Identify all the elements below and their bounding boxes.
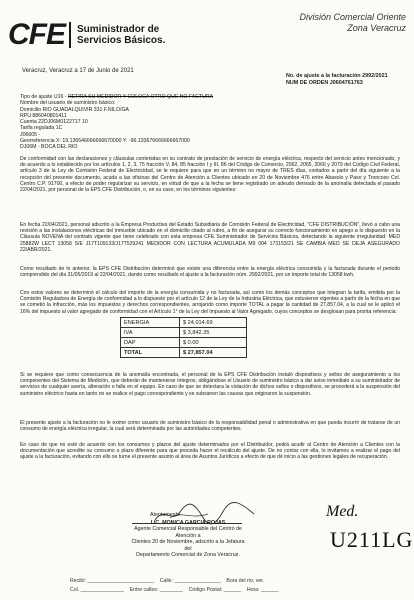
table-cell-value: $ 0.00: [180, 338, 247, 348]
sign-off: Atentamente: [150, 512, 181, 518]
handwritten-code: U211LG: [330, 527, 414, 552]
signatory-role-line1: Agente Comercial Responsable del Centro de Atención a: [134, 526, 242, 539]
meter-code: J06605 -: [20, 131, 41, 138]
table-row: [121, 318, 247, 328]
account-number: Cuenta 22DJ06M0122717 10: [20, 119, 88, 126]
tariff: Tarifa regulada 1C: [20, 125, 63, 132]
adjustment-number-block: [286, 73, 388, 87]
table-cell-label: ENERGIA: [121, 318, 180, 328]
paragraph-calculation: Con estos valores se determinó el cálculo del importe de la energía consumida y no facturada, así como los demás conceptos que integran la tarifa, emitida por la Comisión Reguladora de Energía de conformidad a lo dispuesto por el artículo 12 de la Ley de la Industria Eléctrica, que estuvieron vigentes a partir de la fecha en que se cometió la infracción, más los impuestos y derechos correspondientes, arrojando como importe TOTAL a pagar la cantidad de 27,857.04, a la cual se le aplicó el 16% del impuesto al valor agregado de conformidad con el Artículo 1° de la Ley del Impuesto al Valor Agregado, cuyos conceptos se desglosan para pronta referencia:: [20, 290, 400, 315]
georeference: Georreferencia X: 19.136546666666670000 Y: -96.133676666666667000: [20, 138, 190, 145]
signatory-block: [128, 520, 248, 558]
receipt-row-2: [70, 586, 400, 595]
logo-divider: [69, 22, 71, 48]
paragraph-requirement: De conformidad con las declaraciones y cláusulas contenidas en su contrato de prestación de servicio de energía eléctrica, respecto del servicio antes mencionado, y de acuerdo a lo establecido por los artículos 1, 2, 3, 75 fracción V, 84, 85 fracción I y III, 86 del Código de Comercio, 2062, 2065, 2066 y 2079 del Código Civil Federal, artículo 3 de la Ley de Comisión Federal de Electricidad, se le requiere para que en un término no mayor de TRES días, contados a partir del día siguiente a la recepción del presente documento, acuda a las oficinas del Centro de Atención a Clientes ubicado en 20 de Noviembre 476 entre Abasolo y Paso y Troncoso Col. Centro C.P. 91700, a efecto de poder regularizar su servicio, en virtud de que a la fecha se tiene registrado un adeudo derivado de la anomalía detectada el pasado 22/04/2021, por personal de la EPS CFE Distribución, o, en su caso, en los términos siguientes:: [20, 156, 400, 194]
table-cell-label: DAP: [121, 338, 180, 348]
signatory-name: LIC. MONICA GARCIA ROJAS: [150, 520, 226, 526]
field-cp: Código Postal: ______: [188, 587, 242, 593]
paragraph-inspection: En fecha 22/04/2021, personal adscrito a la Empresa Productiva del Estado Subsidiaria de Comisión Federal de Electricidad, "CFE DISTRIBUCIÓN", llevó a cabo una revisión a las instalaciones eléctricas del inmueble ubicado en el domicilio citado al rubro, a fin de asegurar su correcto funcionamiento en apego a lo dispuesto en la Cláusula NOVENA del contrato vigente que tiene celebrado con esta empresa CFE Suministrador de Servicios Básicos, detectando la siguiente irregularidad: MED 25882W LECT 13058 S/E J17T109133/J17T529241 MEDIDOR CON LECTURA ACUMULADA M9 004 173153/21 SE CAMBIA MED SE DEJA ASEGURADO 22/ABR/2021.: [20, 222, 400, 253]
table-cell-value: $ 27,857.04: [180, 348, 247, 358]
table-row: [121, 338, 247, 348]
customer-name: Nombre del usuario de suministro básico:: [20, 100, 116, 107]
adjustment-type-struck: RETIRA SU MEDIDOR Y COLOCA OTRO QUE NO FACTURA: [67, 94, 214, 100]
paragraph-liability: El presente ajuste a la facturación no le exime como usuario de suministro básico de la responsabilidad penal o administrativa en que pueda incurrir de tratarse de un consumo de energía eléctrica irregular, la cual será determinada por las autoridades competentes.: [20, 420, 400, 433]
table-cell-label: IVA: [121, 328, 180, 338]
zone-code: DJ06M - BOCA DEL RIO: [20, 144, 78, 151]
table-row-total: [121, 348, 247, 358]
logo-subtitle-line1: Suministrador de: [77, 24, 160, 35]
field-col: Col. _______________: [70, 587, 124, 593]
customer-address: Domicilio RIO GUADALQUIVIR 331 F.NILO/GA: [20, 106, 129, 113]
table-cell-value: $ 3,842.35: [180, 328, 247, 338]
field-hora: Hora: ______: [246, 587, 279, 593]
field-entre: Entre calles: ________: [129, 587, 183, 593]
receipt-row-1: [70, 577, 400, 586]
cfe-logo-mark: CFE: [8, 18, 65, 51]
logo-subtitle: [77, 24, 165, 46]
cfe-logo: [8, 18, 165, 52]
table-cell-value: $ 24,014.69: [180, 318, 247, 328]
adjustment-type-prefix: Tipo de ajuste U16 -: [20, 94, 68, 100]
paragraph-result: Como resultado de lo anterior, la EPS CFE Distribución determinó que existe una diferencia entre la energía eléctrica consumida y la facturada durante el periodo comprendido del día 31/05/2019 al 22/04/2021, dando como resultado el ajuste a la facturación núm. 2992/2021, por un importe total de 13058 kwh.: [20, 266, 400, 279]
paragraph-disagreement: En caso de que no esté de acuerdo con los consumos y plazos del ajuste determinados por el Distribuidor, podrá acudir al Centro de Atención a Clientes con la documentación que acredite su consumo o plazo diferente para que proceda hacer el recálculo del ajuste. De no contar con ella, lo invitamos a realizar el pago del ajuste a la facturación, evitando con ello se turne el presente asunto al área de Asuntos Jurídicos a efecto de que dé inicio a las gestiones legales de recuperación.: [20, 442, 400, 461]
signatory-role-line3: Departamento Comercial de Zona Veracruz.: [136, 552, 240, 559]
division-name: División Comercial Oriente: [299, 12, 406, 22]
logo-subtitle-line2: Servicios Básicos.: [77, 35, 166, 46]
adjustment-number: No. de ajuste a la facturación 2992/2021: [286, 73, 388, 79]
customer-info: [20, 94, 213, 151]
table-cell-label: TOTAL: [121, 348, 180, 358]
signatory-role-line2: Clientes 20 de Noviembre, adscrito a la Jefatura del: [131, 539, 245, 552]
order-number: NUM DE ORDEN J0604761763: [286, 80, 363, 86]
charges-table: [120, 317, 247, 358]
division-header: [299, 12, 406, 34]
paragraph-seals: Si se requiere que como consecuencia de la anomalía encontrada, el personal de la EPS CFE Distribución instaló dispositivos y sellos de aseguramiento a los componentes del Sistema de Medición, que deberán de mantenerse íntegros, obligándose el Usuario de suministro básico a dar aviso inmediato a su suministrador de servicios de cualquier avería, alteración o falla en el equipo. En caso de que se detectara la violación de dichos sellos o dispositivos, se procederá a la suspensión del suministro eléctrico hasta en tanto no se realice el pago correspondiente y se subsanen las causas que originaron la suspensión.: [20, 372, 400, 397]
zone-name: Zona Veracruz: [347, 23, 406, 33]
field-calle: Calle: ________________: [159, 578, 221, 584]
rpu: RPU 886040801411: [20, 112, 67, 119]
document-date: Veracruz, Veracruz a 17 de Junio de 2021: [22, 68, 134, 74]
table-row: [121, 328, 247, 338]
handwritten-med: Med.: [326, 503, 359, 520]
field-boral: Bora del rio, ver.: [226, 578, 265, 584]
receipt-footer: [70, 577, 400, 595]
field-recibi: Recibí: _______________________: [70, 578, 154, 584]
